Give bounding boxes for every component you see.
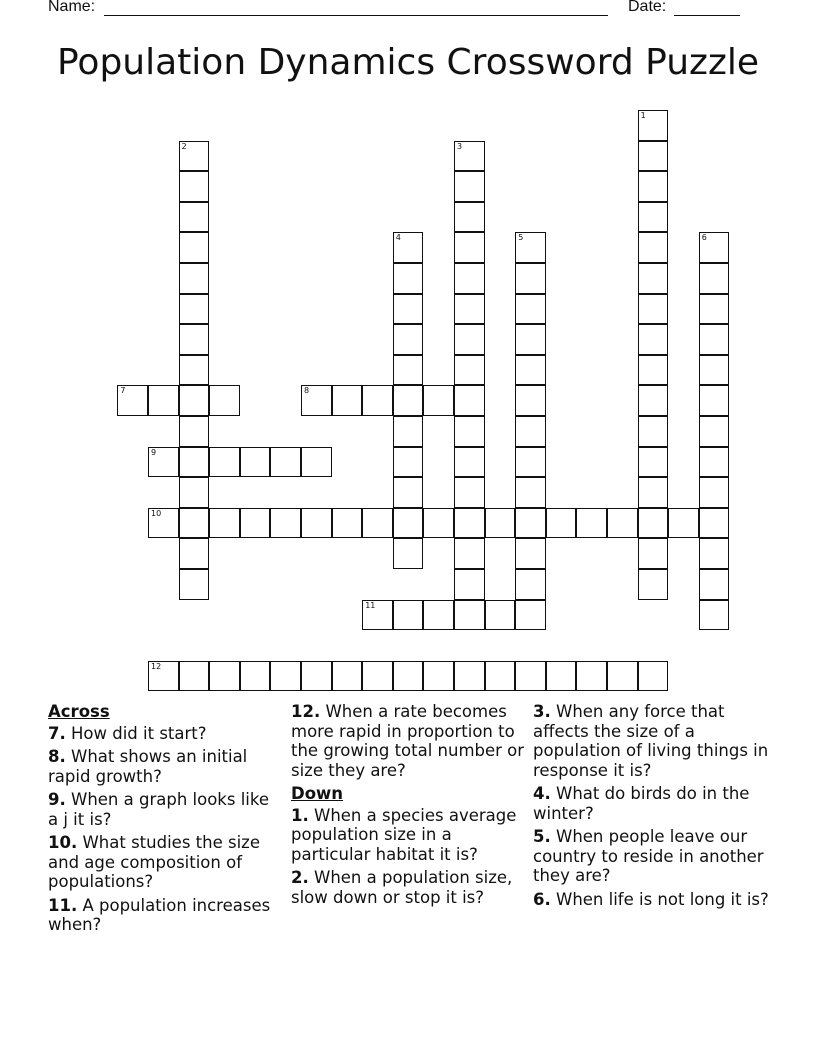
crossword-cell[interactable]: [148, 508, 179, 539]
crossword-cell[interactable]: [638, 355, 669, 386]
crossword-cell[interactable]: [454, 661, 485, 692]
crossword-cell[interactable]: [485, 508, 516, 539]
crossword-cell[interactable]: [638, 141, 669, 172]
crossword-cell[interactable]: [515, 416, 546, 447]
down-heading: Down: [291, 784, 344, 803]
crossword-cell[interactable]: [393, 355, 424, 386]
crossword-cell[interactable]: [393, 538, 424, 569]
crossword-cell[interactable]: [454, 538, 485, 569]
clue-number: 1.: [291, 805, 309, 825]
clue-number: 11.: [48, 895, 78, 915]
clue-text: When a rate becomes more rapid in proportion to the growing total number or size they are?: [291, 702, 525, 780]
crossword-cell[interactable]: [638, 447, 669, 478]
clue-down-3: [533, 702, 769, 780]
crossword-cell[interactable]: [362, 661, 393, 692]
crossword-cell[interactable]: [454, 477, 485, 508]
crossword-cell[interactable]: [546, 508, 577, 539]
crossword-cell[interactable]: [699, 447, 730, 478]
crossword-cell[interactable]: [638, 661, 669, 692]
crossword-cell[interactable]: [270, 661, 301, 692]
crossword-cell[interactable]: [515, 232, 546, 263]
crossword-cell[interactable]: [362, 508, 393, 539]
clue-text: When life is not long it is?: [556, 889, 769, 909]
crossword-cell[interactable]: [699, 600, 730, 631]
crossword-cell[interactable]: [454, 600, 485, 631]
clues-column-1: [48, 702, 284, 939]
crossword-cell[interactable]: [576, 661, 607, 692]
clue-across-12: [291, 702, 527, 780]
cell-number: 3: [457, 141, 463, 151]
crossword-cell[interactable]: [638, 110, 669, 141]
across-heading: Across: [48, 702, 110, 721]
crossword-cell[interactable]: [454, 447, 485, 478]
crossword-cell[interactable]: [454, 416, 485, 447]
cell-number: 10: [151, 508, 162, 518]
clue-down-5: [533, 827, 769, 886]
clues-column-3: [533, 702, 769, 913]
cell-number: 4: [395, 233, 401, 243]
crossword-cell[interactable]: [454, 355, 485, 386]
crossword-cell[interactable]: [454, 569, 485, 600]
crossword-cell[interactable]: [454, 141, 485, 172]
clue-text: When any force that affects the size of a population of living things in response it is?: [533, 702, 769, 780]
crossword-cell[interactable]: [332, 385, 363, 416]
crossword-cell[interactable]: [454, 202, 485, 233]
crossword-cell[interactable]: [699, 538, 730, 569]
clue-number: 4.: [533, 784, 551, 803]
clue-text: What studies the size and age composition of populations?: [48, 833, 260, 891]
crossword-cell[interactable]: [638, 538, 669, 569]
clue-across-7: [48, 724, 284, 744]
clue-number: 8.: [48, 747, 66, 766]
cell-number: 7: [120, 386, 126, 396]
clue-down-1: [291, 806, 527, 865]
clue-text: When a population size, slow down or stop it is?: [291, 868, 513, 907]
crossword-cell[interactable]: [270, 447, 301, 478]
crossword-cell[interactable]: [638, 569, 669, 600]
crossword-cell[interactable]: [454, 324, 485, 355]
crossword-cell[interactable]: [393, 232, 424, 263]
crossword-cell[interactable]: [393, 324, 424, 355]
crossword-cell[interactable]: [607, 508, 638, 539]
crossword-cell[interactable]: [393, 661, 424, 692]
crossword-cell[interactable]: [179, 171, 210, 202]
crossword-cell[interactable]: [576, 508, 607, 539]
crossword-cell[interactable]: [454, 294, 485, 325]
crossword-cell[interactable]: [240, 447, 271, 478]
crossword-cell[interactable]: [301, 385, 332, 416]
crossword-cell[interactable]: [179, 569, 210, 600]
crossword-cell[interactable]: [699, 385, 730, 416]
crossword-cell[interactable]: [699, 355, 730, 386]
crossword-cell[interactable]: [485, 600, 516, 631]
crossword-cell[interactable]: [270, 508, 301, 539]
name-field[interactable]: [104, 15, 608, 16]
clue-text: When a graph looks like a j it is?: [48, 790, 269, 829]
crossword-cell[interactable]: [454, 263, 485, 294]
crossword-cell[interactable]: [638, 416, 669, 447]
crossword-cell[interactable]: [515, 324, 546, 355]
crossword-cell[interactable]: [179, 508, 210, 539]
crossword-cell[interactable]: [179, 263, 210, 294]
crossword-cell[interactable]: [515, 661, 546, 692]
crossword-cell[interactable]: [301, 508, 332, 539]
crossword-cell[interactable]: [179, 661, 210, 692]
crossword-cell[interactable]: [423, 385, 454, 416]
crossword-cell[interactable]: [699, 416, 730, 447]
crossword-cell[interactable]: [393, 294, 424, 325]
crossword-cell[interactable]: [515, 385, 546, 416]
crossword-cell[interactable]: [515, 538, 546, 569]
crossword-cell[interactable]: [301, 661, 332, 692]
crossword-cell[interactable]: [179, 324, 210, 355]
crossword-cell[interactable]: [638, 171, 669, 202]
crossword-cell[interactable]: [393, 600, 424, 631]
crossword-cell[interactable]: [393, 477, 424, 508]
crossword-cell[interactable]: [393, 508, 424, 539]
cell-number: 5: [518, 233, 524, 243]
crossword-cell[interactable]: [515, 600, 546, 631]
name-label: Name:: [48, 0, 96, 15]
crossword-cell[interactable]: [515, 294, 546, 325]
date-label: Date:: [628, 0, 667, 15]
clue-down-6: [533, 890, 769, 910]
clue-across-10: [48, 833, 284, 892]
crossword-cell[interactable]: [454, 232, 485, 263]
crossword-cell[interactable]: [699, 508, 730, 539]
crossword-cell[interactable]: [638, 263, 669, 294]
crossword-cell[interactable]: [393, 263, 424, 294]
clue-text: What shows an initial rapid growth?: [48, 747, 248, 786]
crossword-cell[interactable]: [515, 477, 546, 508]
crossword-cell[interactable]: [638, 385, 669, 416]
clue-text: When a species average population size in a particular habitat it is?: [291, 805, 517, 864]
cell-number: 2: [181, 141, 187, 151]
crossword-cell[interactable]: [638, 508, 669, 539]
clue-number: 7.: [48, 723, 66, 743]
crossword-cell[interactable]: [179, 232, 210, 263]
crossword-cell[interactable]: [148, 661, 179, 692]
crossword-cell[interactable]: [668, 508, 699, 539]
crossword-cell[interactable]: [423, 508, 454, 539]
crossword-cell[interactable]: [515, 508, 546, 539]
crossword-cell[interactable]: [393, 385, 424, 416]
cell-number: 6: [701, 233, 707, 243]
clue-text: What do birds do in the winter?: [533, 784, 750, 823]
cell-number: 8: [304, 386, 310, 396]
crossword-cell[interactable]: [179, 141, 210, 172]
crossword-cell[interactable]: [423, 661, 454, 692]
crossword-cell[interactable]: [699, 232, 730, 263]
crossword-cell[interactable]: [117, 385, 148, 416]
crossword-cell[interactable]: [515, 355, 546, 386]
crossword-cell[interactable]: [240, 508, 271, 539]
crossword-cell[interactable]: [179, 385, 210, 416]
crossword-cell[interactable]: [607, 661, 638, 692]
crossword-cell[interactable]: [179, 202, 210, 233]
crossword-cell[interactable]: [301, 447, 332, 478]
crossword-cell[interactable]: [485, 661, 516, 692]
cell-number: 11: [365, 600, 376, 610]
crossword-cell[interactable]: [332, 508, 363, 539]
crossword-cell[interactable]: [209, 385, 240, 416]
clue-number: 5.: [533, 827, 551, 846]
crossword-cell[interactable]: [179, 538, 210, 569]
crossword-cell[interactable]: [638, 202, 669, 233]
crossword-cell[interactable]: [638, 477, 669, 508]
clue-number: 12.: [291, 702, 321, 721]
crossword-cell[interactable]: [638, 232, 669, 263]
crossword-cell[interactable]: [638, 294, 669, 325]
clue-text: When people leave our country to reside in another they are?: [533, 827, 764, 885]
clue-text: A population increases when?: [48, 895, 271, 934]
cell-number: 1: [640, 111, 646, 120]
cell-number: 12: [151, 661, 162, 671]
crossword-cell[interactable]: [699, 294, 730, 325]
cell-number: 9: [151, 447, 157, 457]
crossword-cell[interactable]: [454, 508, 485, 539]
date-field[interactable]: [674, 15, 740, 16]
crossword-cell[interactable]: [332, 661, 363, 692]
crossword-cell[interactable]: [362, 385, 393, 416]
clue-number: 3.: [533, 702, 551, 721]
crossword-cell[interactable]: [209, 661, 240, 692]
crossword-cell[interactable]: [699, 324, 730, 355]
crossword-cell[interactable]: [454, 171, 485, 202]
crossword-cell[interactable]: [179, 477, 210, 508]
crossword-cell[interactable]: [393, 447, 424, 478]
clue-down-2: [291, 868, 527, 907]
clue-down-4: [533, 784, 769, 823]
crossword-cell[interactable]: [209, 508, 240, 539]
crossword-cell[interactable]: [393, 416, 424, 447]
clue-across-8: [48, 747, 284, 786]
clue-number: 10.: [48, 833, 78, 852]
crossword-cell[interactable]: [362, 600, 393, 631]
clues-column-2: [291, 702, 527, 911]
crossword-cell[interactable]: [148, 385, 179, 416]
crossword-cell[interactable]: [454, 385, 485, 416]
clue-across-9: [48, 790, 284, 829]
crossword-cell[interactable]: [179, 416, 210, 447]
crossword-cell[interactable]: [515, 569, 546, 600]
crossword-cell[interactable]: [638, 324, 669, 355]
clue-text: How did it start?: [71, 723, 207, 743]
name-date-header: [48, 0, 748, 20]
crossword-cell[interactable]: [179, 294, 210, 325]
crossword-cell[interactable]: [515, 447, 546, 478]
crossword-cell[interactable]: [148, 447, 179, 478]
page-title: Population Dynamics Crossword Puzzle: [57, 42, 759, 83]
clue-across-11: [48, 896, 284, 935]
crossword-cell[interactable]: [179, 355, 210, 386]
crossword-cell[interactable]: [699, 477, 730, 508]
clue-number: 9.: [48, 790, 66, 809]
crossword-cell[interactable]: [546, 661, 577, 692]
clue-number: 6.: [533, 889, 551, 909]
crossword-cell[interactable]: [209, 447, 240, 478]
clue-number: 2.: [291, 868, 309, 887]
crossword-cell[interactable]: [699, 569, 730, 600]
crossword-cell[interactable]: [179, 447, 210, 478]
crossword-cell[interactable]: [240, 661, 271, 692]
crossword-cell[interactable]: [423, 600, 454, 631]
crossword-cell[interactable]: [699, 263, 730, 294]
crossword-cell[interactable]: [515, 263, 546, 294]
